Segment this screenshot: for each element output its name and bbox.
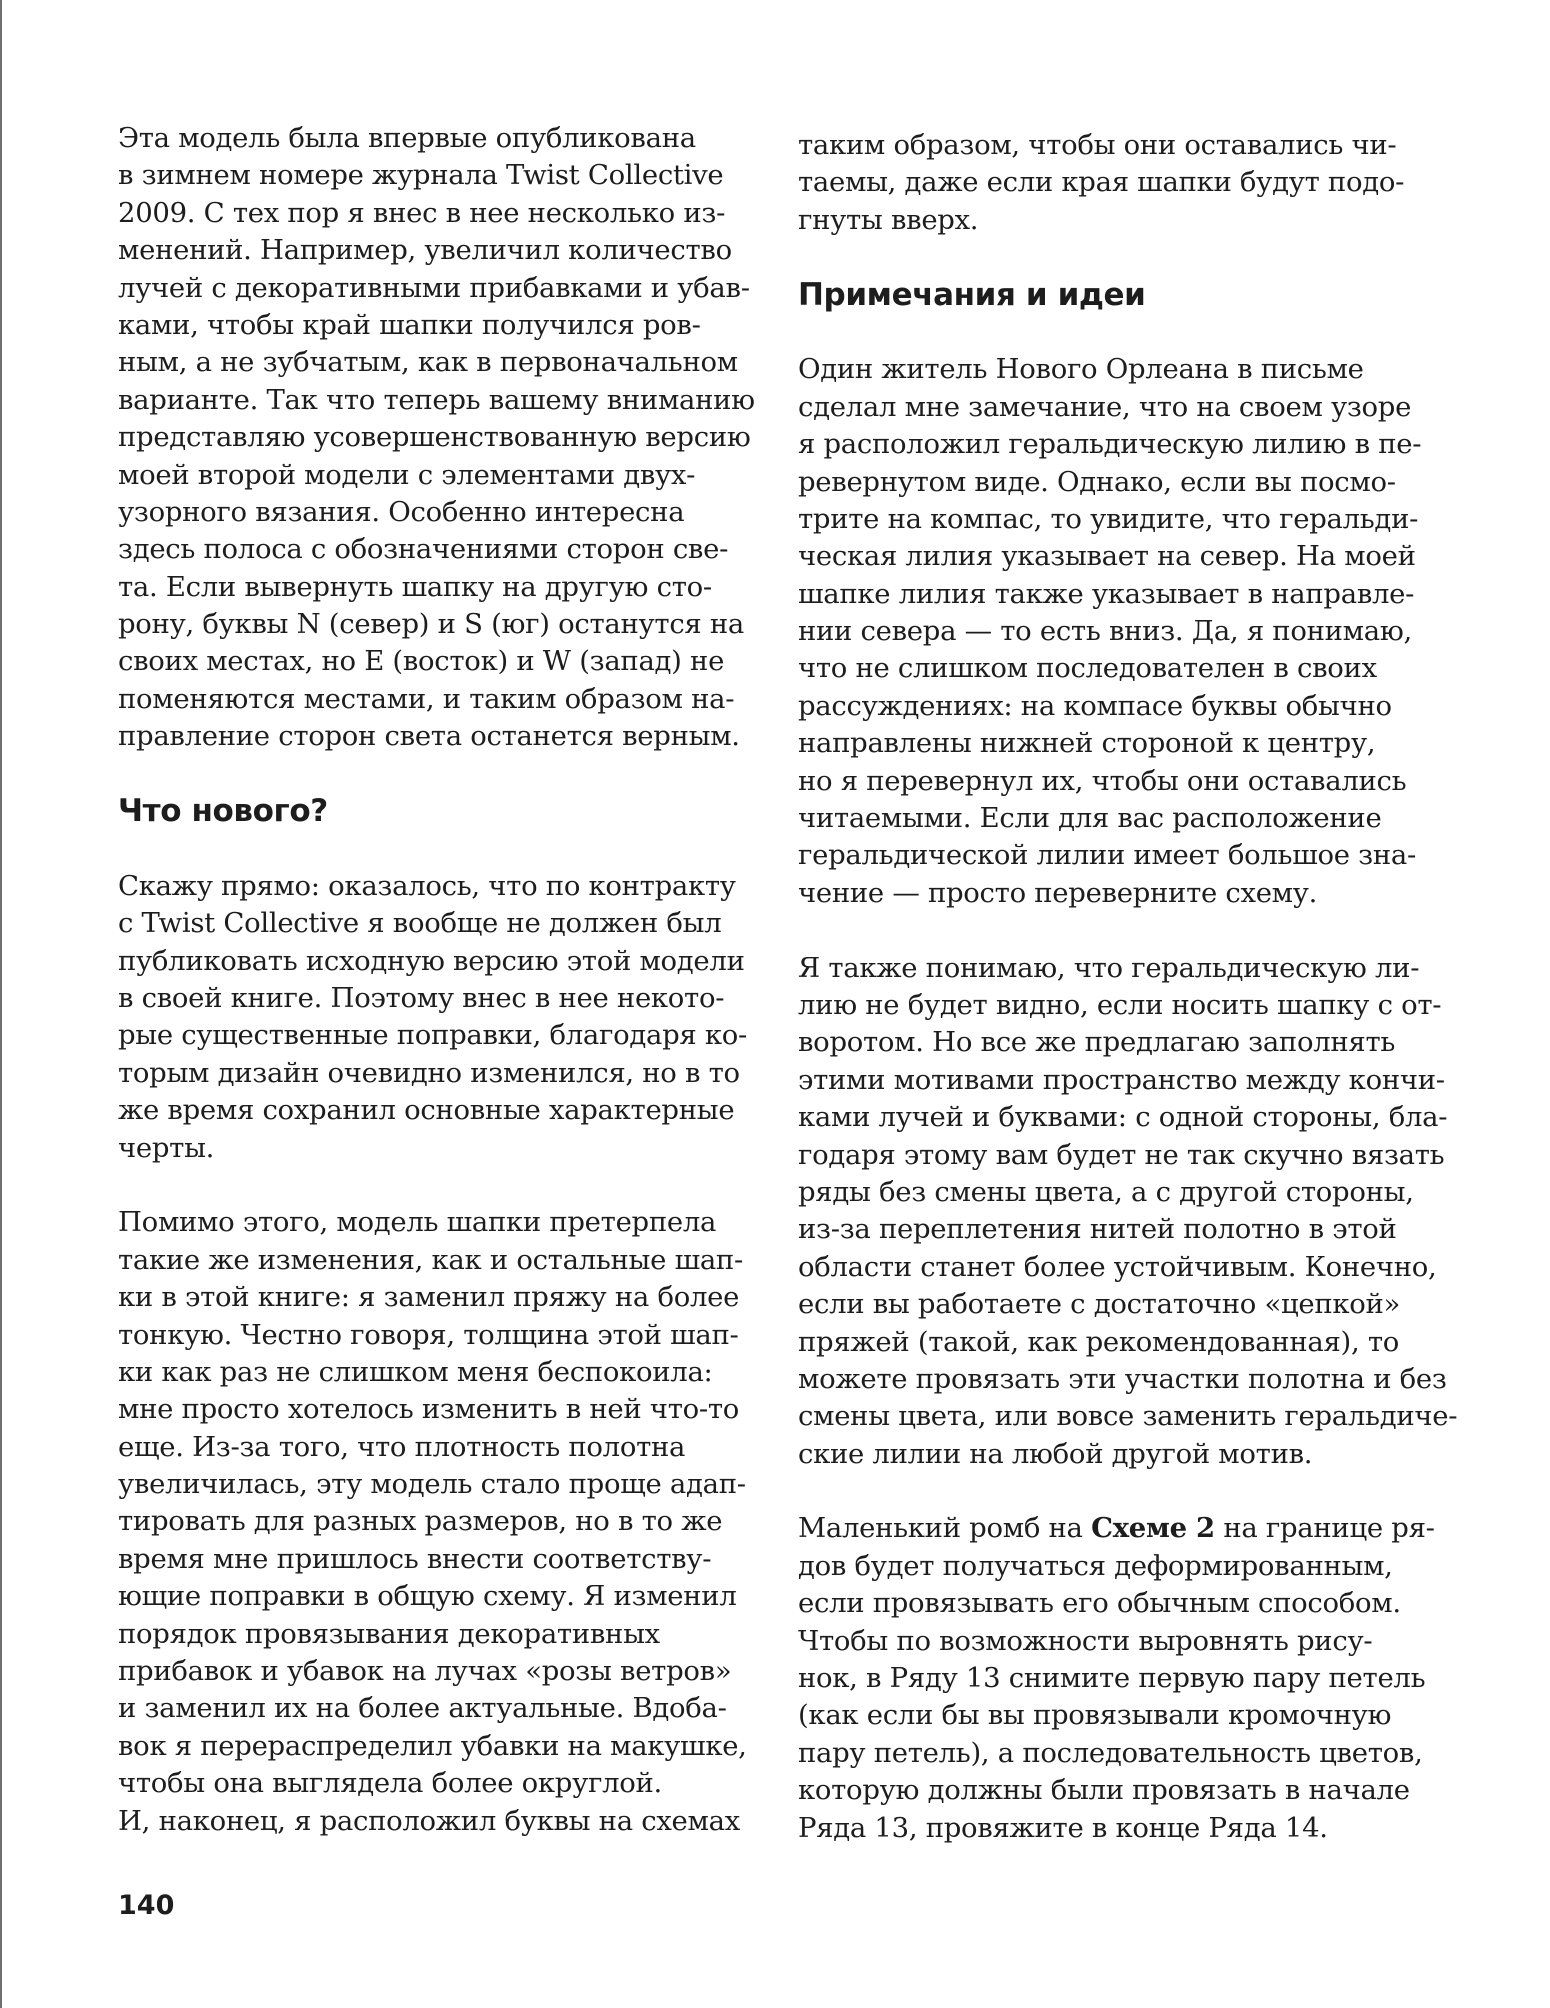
text-line: лучей с декоративными прибавками и убав- <box>118 271 750 304</box>
text-line: еще. Из-за того, что плотность полотна <box>118 1430 686 1463</box>
text-line: ревернутом виде. Однако, если вы посмо- <box>798 465 1396 498</box>
text-line: гнуты вверх. <box>798 203 979 236</box>
text-line: читаемыми. Если для вас расположение <box>798 802 1382 835</box>
text-line: Я также понимаю, что геральдическую ли- <box>798 951 1420 984</box>
text-line: мне просто хотелось изменить в ней что-то <box>118 1393 740 1426</box>
text-line: ки как раз не слишком меня беспокоила: <box>118 1355 713 1388</box>
text-line: рые существенные поправки, благодаря ко- <box>118 1019 748 1052</box>
text-line: тировать для разных размеров, но в то же <box>118 1505 723 1538</box>
text-line: шапке лилия также указывает в направле- <box>798 577 1415 610</box>
text-line: представляю усовершенствованную версию <box>118 421 751 454</box>
text-line: такие же изменения, как и остальные шап- <box>118 1243 743 1276</box>
text-line: смены цвета, или вовсе заменить геральдиче- <box>798 1400 1458 1433</box>
text-line: геральдической лилии имеет большое зна- <box>798 839 1416 872</box>
text-line: Ряда 13, провяжите в конце Ряда 14. <box>798 1811 1328 1844</box>
text-line: области станет более устойчивым. Конечно, <box>798 1250 1437 1283</box>
text-line: но я перевернул их, чтобы они оставались <box>798 764 1407 797</box>
text-line: тонкую. Честно говоря, толщина этой шап- <box>118 1318 739 1351</box>
text-line: пару петель), а последовательность цветов, <box>798 1736 1423 1769</box>
notes-paragraph-2 <box>798 950 1458 1473</box>
text-line: с Twist Collective я вообще не должен был <box>118 907 722 940</box>
text-line: (как если бы вы провязывали кромочную <box>798 1699 1392 1732</box>
whats-new-paragraph-2 <box>118 1204 758 1840</box>
text-line: дов будет получаться деформированным, <box>798 1549 1393 1582</box>
text-line: И, наконец, я расположил буквы на схемах <box>118 1804 740 1837</box>
text-line: пряжей (такой, как рекомендованная), то <box>798 1325 1399 1358</box>
text-line: Эта модель была впервые опубликована <box>118 122 696 154</box>
text-line: таким образом, чтобы они оставались чи- <box>798 129 1397 161</box>
text-line: если вы работаете с достаточно «цепкой» <box>798 1288 1401 1321</box>
text-line: вок я перераспределил убавки на макушке, <box>118 1729 747 1762</box>
text-line: что не слишком последователен в своих <box>798 652 1377 685</box>
page-edge-line <box>0 0 2 2008</box>
notes-paragraph-3 <box>798 1510 1438 1847</box>
text-line: сделал мне замечание, что на своем узоре <box>798 390 1412 423</box>
text-line: та. Если вывернуть шапку на другую сто- <box>118 570 712 603</box>
text-line: своих местах, но E (восток) и W (запад) не <box>118 645 725 678</box>
continued-paragraph <box>798 127 1438 239</box>
text-line: можете провязать эти участки полотна и без <box>798 1362 1447 1395</box>
text-line: рону, буквы N (север) и S (юг) останутся на <box>118 608 745 641</box>
text-line: ки в этой книге: я заменил пряжу на более <box>118 1281 740 1314</box>
text-line: ками, чтобы край шапки получился ров- <box>118 308 701 341</box>
whats-new-paragraph-1 <box>118 868 758 1167</box>
text-line: лию не будет видно, если носить шапку с от- <box>798 989 1442 1021</box>
notes-paragraph-1 <box>798 351 1438 912</box>
text-line: варианте. Так что теперь вашему вниманию <box>118 383 755 416</box>
section-heading-notes-ideas: Примечания и идеи <box>798 276 1146 313</box>
text-line: 2009. С тех пор я внес в нее несколько из- <box>118 196 726 229</box>
section-heading-whats-new: Что нового? <box>118 793 328 830</box>
page-number: 140 <box>118 1890 175 1921</box>
text-line: Скажу прямо: оказалось, что по контракту <box>118 869 736 902</box>
text-line: Чтобы по возможности выровнять рису- <box>798 1624 1373 1657</box>
text-line: я расположил геральдическую лилию в пе- <box>798 428 1422 461</box>
text-line: ские лилии на любой другой мотив. <box>798 1437 1313 1470</box>
text-line: ками лучей и буквами: с одной стороны, бла- <box>798 1101 1448 1134</box>
text-line: в зимнем номере журнала Twist Collective <box>118 159 724 192</box>
text-line: которую должны были провязать в начале <box>798 1774 1410 1807</box>
text-line: торым дизайн очевидно изменился, но в то <box>118 1056 740 1089</box>
intro-paragraph <box>118 120 758 756</box>
text-line: таемы, даже если края шапки будут подо- <box>798 166 1405 199</box>
text-line: в своей книге. Поэтому внес в нее некото- <box>118 982 725 1014</box>
text-line: годаря этому вам будет не так скучно вязать <box>798 1138 1445 1171</box>
right-column <box>798 127 1458 1847</box>
text-line: менений. Например, увеличил количество <box>118 234 732 267</box>
text-line: чтобы она выглядела более округлой. <box>118 1767 662 1800</box>
text-line: и заменил их на более актуальные. Вдоба- <box>118 1692 727 1725</box>
text-line: воротом. Но все же предлагаю заполнять <box>798 1026 1396 1059</box>
text-line: моей второй модели с элементами двух- <box>118 458 696 491</box>
text-line: ряды без смены цвета, а с другой стороны, <box>798 1175 1414 1208</box>
text-line: черты. <box>118 1131 215 1164</box>
text-line: поменяются местами, и таким образом на- <box>118 682 735 715</box>
text-line: из-за переплетения нитей полотно в этой <box>798 1213 1397 1246</box>
text-line: узорного вязания. Особенно интересна <box>118 495 685 528</box>
text-line: нок, в Ряду 13 снимите первую пару петель <box>798 1662 1426 1695</box>
left-column <box>118 120 758 1840</box>
text-line: ным, а не зубчатым, как в первоначальном <box>118 346 738 379</box>
text-line: если провязывать его обычным способом. <box>798 1587 1401 1620</box>
text-line: чение — просто переверните схему. <box>798 876 1318 909</box>
text-line: нии севера — то есть вниз. Да, я понимаю, <box>798 615 1412 648</box>
chart-2-reference: Схеме 2 <box>1091 1512 1215 1545</box>
text-line: правление сторон света останется верным. <box>118 720 740 753</box>
text-line: рассуждениях: на компасе буквы обычно <box>798 689 1392 722</box>
text-line: же время сохранил основные характерные <box>118 1094 735 1127</box>
text-line: увеличилась, эту модель стало проще адап- <box>118 1468 746 1501</box>
text-line: ческая лилия указывает на север. На моей <box>798 540 1416 573</box>
text-line: трите на компас, то увидите, что геральди- <box>798 502 1419 535</box>
text-line: время мне пришлось внести соответству- <box>118 1542 712 1575</box>
text-line: порядок провязывания декоративных <box>118 1617 660 1650</box>
text-line: Маленький ромб на Схеме 2 на границе ря- <box>798 1512 1435 1545</box>
text-line: здесь полоса с обозначениями сторон све- <box>118 533 729 566</box>
text-line: направлены нижней стороной к центру, <box>798 727 1376 760</box>
text-line: Помимо этого, модель шапки претерпела <box>118 1206 717 1239</box>
text-line: ющие поправки в общую схему. Я изменил <box>118 1580 737 1613</box>
text-line: прибавок и убавок на лучах «розы ветров» <box>118 1655 732 1688</box>
text-line: этими мотивами пространство между кончи- <box>798 1063 1445 1096</box>
text-line: Один житель Нового Орлеана в письме <box>798 353 1364 386</box>
text-line: публиковать исходную версию этой модели <box>118 944 745 977</box>
